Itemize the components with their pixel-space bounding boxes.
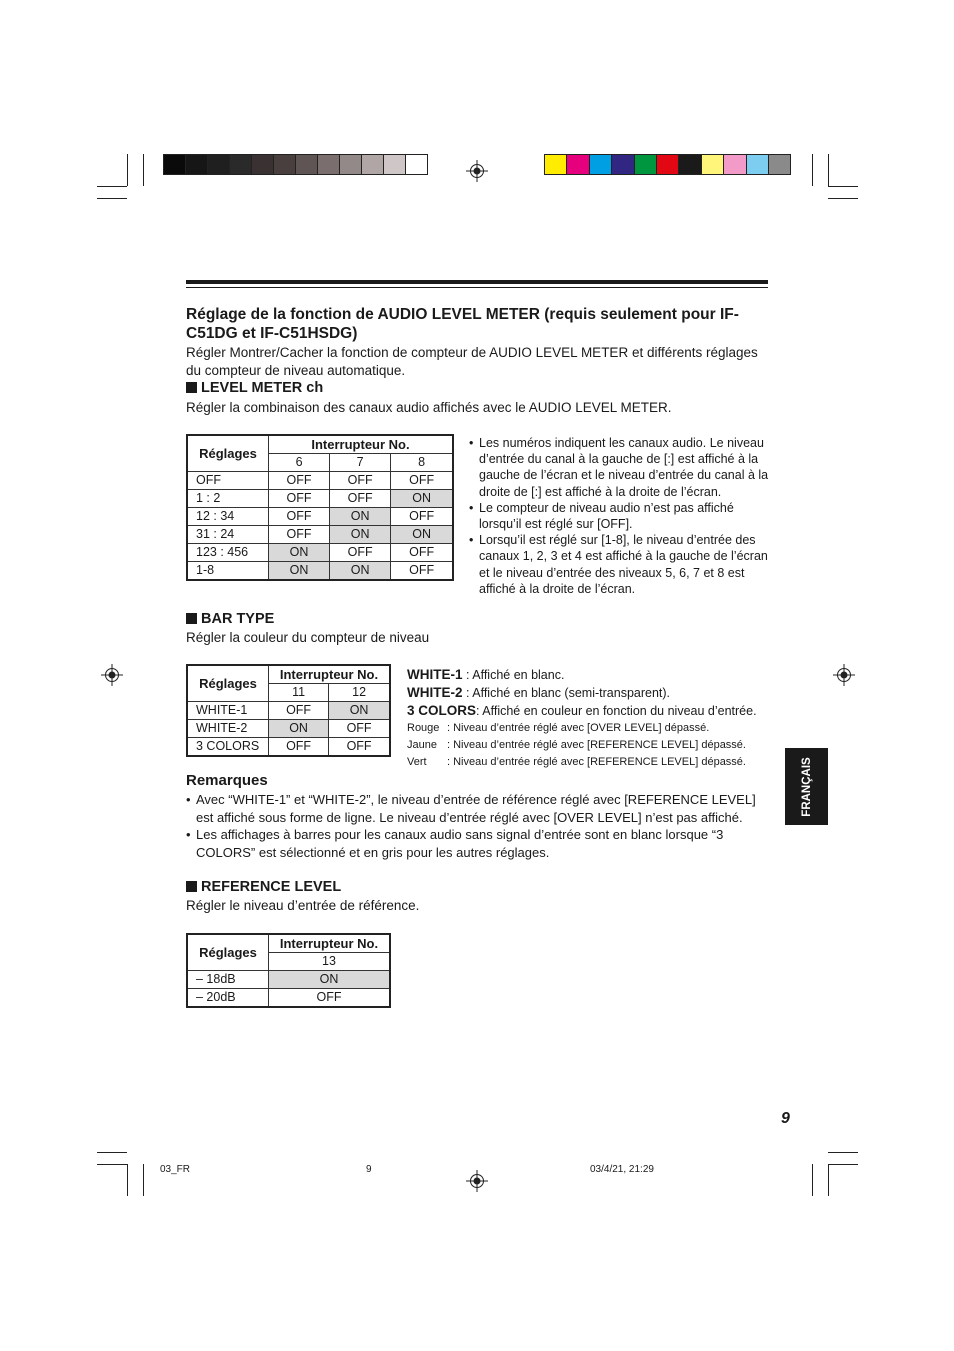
list-item: • Avec “WHITE-1” et “WHITE-2”, le niveau d’entrée de référence réglé avec [REFERENCE LEVEL] est affiché sous forme de ligne. Le niveau d’entrée réglé avec [OVER LEVEL] n’est pas affiché. (186, 791, 771, 826)
table-row (187, 971, 390, 989)
table-row (187, 508, 453, 526)
table-row (187, 738, 390, 757)
row-label: 1-8 (187, 562, 269, 581)
table-row (187, 526, 453, 544)
color-swatch (317, 154, 340, 175)
language-tab-label: FRANÇAIS (800, 756, 813, 817)
cell: OFF (269, 989, 391, 1008)
table-row (187, 472, 453, 490)
row-label: OFF (187, 472, 269, 490)
row-label: – 20dB (187, 989, 269, 1008)
list-item: • Le compteur de niveau audio n’est pas affiché lorsqu’il est réglé sur [OFF]. (469, 500, 769, 532)
cell: OFF (269, 490, 330, 508)
cell: OFF (329, 720, 390, 738)
bar-type-desc: Régler la couleur du compteur de niveau (186, 630, 430, 645)
square-bullet-icon (186, 881, 197, 892)
row-label: – 18dB (187, 971, 269, 989)
switch-number: 8 (391, 454, 453, 472)
square-bullet-icon (186, 613, 197, 624)
reference-level-table (186, 933, 391, 1008)
row-label: 3 COLORS (187, 738, 269, 757)
footer-center: 9 (366, 1164, 372, 1175)
table-header-settings: Réglages (187, 934, 269, 971)
legend-value: : Affiché en blanc. (465, 668, 565, 682)
cell: OFF (391, 544, 453, 562)
page-number: 9 (781, 1110, 790, 1127)
legend-value: : Affiché en couleur en fonction du niveau d’entrée. (476, 704, 757, 718)
level-meter-table (186, 434, 454, 581)
remarks-heading: Remarques (186, 772, 268, 789)
legend-value: : Niveau d’entrée réglé avec [OVER LEVEL] dépassé. (447, 722, 710, 734)
cell-on: ON (269, 720, 329, 738)
row-label: 31 : 24 (187, 526, 269, 544)
cell: OFF (269, 702, 329, 720)
table-header-switch: Interrupteur No. (269, 435, 454, 454)
footer-right: 03/4/21, 21:29 (590, 1164, 654, 1175)
table-row (187, 544, 453, 562)
color-swatch (723, 154, 746, 175)
color-swatch (251, 154, 274, 175)
color-swatch (656, 154, 679, 175)
color-swatch (589, 154, 612, 175)
section-heading-reference-level: REFERENCE LEVEL (186, 879, 341, 895)
cell: OFF (330, 490, 391, 508)
legend-value: : Niveau d’entrée réglé avec [REFERENCE LEVEL] dépassé. (447, 739, 746, 751)
row-label: 123 : 456 (187, 544, 269, 562)
switch-number: 13 (269, 953, 391, 971)
row-label: WHITE-1 (187, 702, 269, 720)
cell-on: ON (269, 562, 330, 581)
intro-text: Régler Montrer/Cacher la fonction de compteur de AUDIO LEVEL METER et différents réglages du compteur de niveau automatique. (186, 345, 758, 378)
header-rule (186, 280, 768, 284)
cell-on: ON (330, 562, 391, 581)
cell-on: ON (391, 490, 453, 508)
color-swatch (566, 154, 589, 175)
legend-key: Vert (407, 756, 427, 768)
language-tab (785, 748, 828, 825)
cell: OFF (391, 562, 453, 581)
footer-left: 03_FR (160, 1164, 191, 1175)
table-row (187, 720, 390, 738)
color-swatch (701, 154, 724, 175)
table-row (187, 490, 453, 508)
level-meter-notes (469, 435, 769, 597)
switch-number: 11 (269, 684, 329, 702)
cell: OFF (391, 508, 453, 526)
color-swatch (383, 154, 406, 175)
color-swatch (746, 154, 769, 175)
color-swatch (361, 154, 384, 175)
cell-on: ON (269, 971, 391, 989)
cell-on: ON (330, 526, 391, 544)
legend-value: : Affiché en blanc (semi-transparent). (465, 686, 671, 700)
registration-mark-icon (101, 664, 123, 686)
legend-key: 3 COLORS (407, 703, 477, 718)
cell: OFF (391, 472, 453, 490)
header-rule-thin (186, 287, 768, 288)
color-swatch (405, 154, 428, 175)
section-heading-level-meter: LEVEL METER ch (186, 380, 323, 396)
color-swatch (611, 154, 634, 175)
page-title: Réglage de la fonction de AUDIO LEVEL METER (requis seulement pour IF-C51DG et IF-C51HSDG) (186, 306, 739, 342)
legend-key: Jaune (407, 739, 437, 751)
remarks-list (186, 791, 771, 861)
legend-value: : Niveau d’entrée réglé avec [REFERENCE LEVEL] dépassé. (447, 756, 746, 768)
row-label: WHITE-2 (187, 720, 269, 738)
section-heading-bar-type: BAR TYPE (186, 611, 274, 627)
cell-on: ON (329, 702, 390, 720)
switch-number: 12 (329, 684, 390, 702)
legend-key: WHITE-1 (407, 667, 463, 682)
cell-on: ON (330, 508, 391, 526)
level-meter-desc: Régler la combinaison des canaux audio affichés avec le AUDIO LEVEL METER. (186, 400, 672, 415)
cell: OFF (269, 526, 330, 544)
list-item: • Les affichages à barres pour les canaux audio sans signal d’entrée sont en blanc lorsque “3 COLORS” est sélectionné et en gris pour les autres réglages. (186, 826, 771, 861)
color-swatch (163, 154, 186, 175)
cell: OFF (269, 472, 330, 490)
legend-key: Rouge (407, 722, 440, 734)
cell: OFF (329, 738, 390, 757)
color-swatch (544, 154, 567, 175)
table-header-settings: Réglages (187, 435, 269, 472)
list-item: • Lorsqu’il est réglé sur [1-8], le niveau d’entrée des canaux 1, 2, 3 et 4 est affiché à la gauche de l’écran et le niveau d’entrée des niveaux 5, 6, 7 et 8 est affiché à la droite de l’écran. (469, 532, 769, 597)
table-row (187, 702, 390, 720)
color-swatch (295, 154, 318, 175)
table-header-settings: Réglages (187, 665, 269, 702)
switch-number: 7 (330, 454, 391, 472)
table-header-switch: Interrupteur No. (269, 665, 391, 684)
color-swatch (768, 154, 791, 175)
row-label: 1 : 2 (187, 490, 269, 508)
cell: OFF (269, 738, 329, 757)
table-row (187, 562, 453, 581)
registration-mark-icon (466, 1170, 488, 1192)
square-bullet-icon (186, 382, 197, 393)
registration-mark-icon (466, 160, 488, 182)
cell: OFF (330, 472, 391, 490)
list-item: • Les numéros indiquent les canaux audio. Le niveau d’entrée du canal à la gauche de [:] est affiché à la gauche de l’écran et le niveau d’entrée du canal à la droite de [:] est affiché à la droite de l’écran. (469, 435, 769, 500)
table-row (187, 989, 390, 1008)
registration-mark-icon (833, 664, 855, 686)
color-swatch (185, 154, 208, 175)
color-swatch (207, 154, 230, 175)
table-header-switch: Interrupteur No. (269, 934, 391, 953)
color-swatch (678, 154, 701, 175)
row-label: 12 : 34 (187, 508, 269, 526)
bar-type-legend (407, 666, 757, 771)
legend-key: WHITE-2 (407, 685, 463, 700)
switch-number: 6 (269, 454, 330, 472)
cell: OFF (269, 508, 330, 526)
color-swatch (339, 154, 362, 175)
cell: OFF (330, 544, 391, 562)
bar-type-table (186, 664, 391, 757)
cell-on: ON (391, 526, 453, 544)
color-swatch (229, 154, 252, 175)
reference-level-desc: Régler le niveau d’entrée de référence. (186, 898, 420, 913)
color-swatch (273, 154, 296, 175)
color-swatch (634, 154, 657, 175)
cell-on: ON (269, 544, 330, 562)
